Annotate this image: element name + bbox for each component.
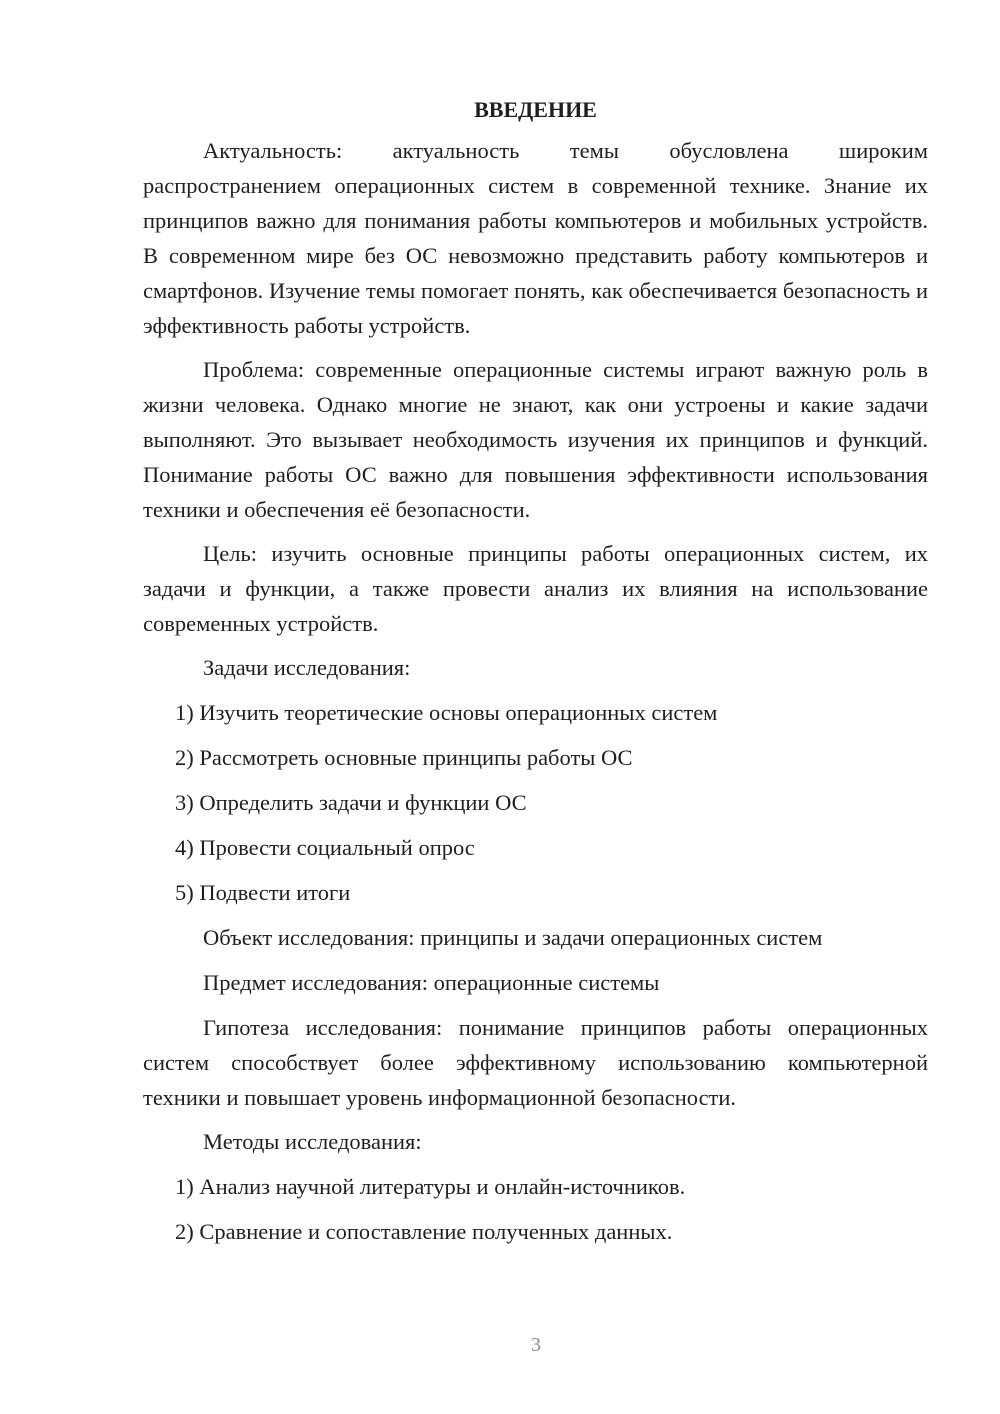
method-item-2: 2) Сравнение и сопоставление полученных данных.	[175, 1219, 673, 1244]
research-subject: Предмет исследования: операционные системы	[203, 970, 660, 995]
page-number: 3	[531, 1334, 541, 1356]
tasks-heading: Задачи исследования:	[203, 655, 411, 680]
document-page	[143, 92, 928, 1259]
methods-heading: Методы исследования:	[203, 1129, 422, 1154]
hypothesis-paragraph: Гипотеза исследования: понимание принципов работы операционных систем способствует более эффективному использованию компьютерной техники и повышает уровень информационной безопасности.	[143, 1015, 928, 1110]
task-item-2: 2) Рассмотреть основные принципы работы ОС	[175, 745, 633, 770]
task-item-3: 3) Определить задачи и функции ОС	[175, 790, 527, 815]
section-title: ВВЕДЕНИЕ	[474, 97, 597, 122]
research-object: Объект исследования: принципы и задачи операционных систем	[203, 925, 823, 950]
task-item-1: 1) Изучить теоретические основы операционных систем	[175, 700, 718, 725]
task-item-4: 4) Провести социальный опрос	[175, 835, 475, 860]
task-item-5: 5) Подвести итоги	[175, 880, 351, 905]
method-item-1: 1) Анализ научной литературы и онлайн-источников.	[175, 1174, 686, 1199]
goal-paragraph: Цель: изучить основные принципы работы операционных систем, их задачи и функции, а также провести анализ их влияния на использование современных устройств.	[143, 541, 928, 636]
actuality-paragraph: Актуальность: актуальность темы обусловлена широким распространением операционных систем в современной технике. Знание их принципов важно для понимания работы компьютеров и мобильных устройств. В современном мире без ОС невозможно представить работу компьютеров и смартфонов. Изучение темы помогает понять, как обеспечивается безопасность и эффективность работы устройств.	[143, 138, 928, 338]
problem-paragraph: Проблема: современные операционные системы играют важную роль в жизни человека. Однако многие не знают, как они устроены и какие задачи выполняют. Это вызывает необходимость изучения их принципов и функций. Понимание работы ОС важно для повышения эффективности использования техники и обеспечения её безопасности.	[143, 357, 928, 522]
